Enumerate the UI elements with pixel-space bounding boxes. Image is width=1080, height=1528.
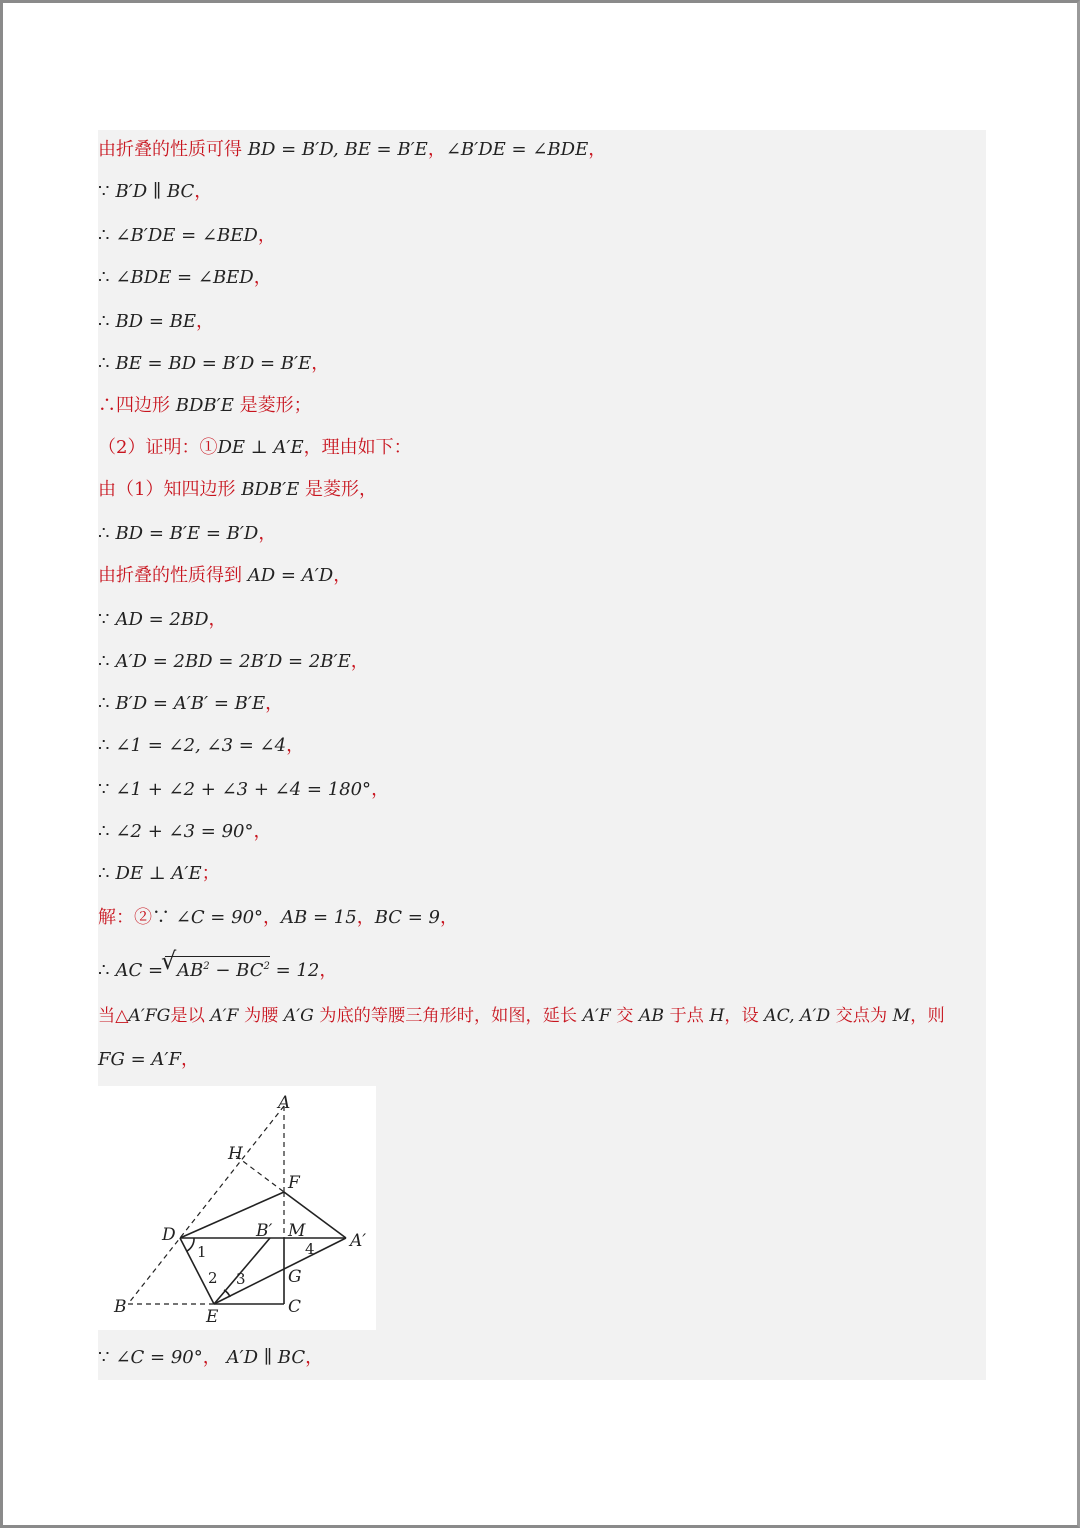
text-line: （2）证明：①DE ⊥ A′E，理由如下：: [98, 437, 412, 458]
label-angle-2: 2: [208, 1269, 218, 1287]
text-line: ∴ BD = B′E = B′D，: [98, 523, 277, 544]
geometry-diagram: [98, 1086, 376, 1330]
text-line: ∴ ∠1 = ∠2, ∠3 = ∠4，: [98, 735, 305, 756]
text-line: FG = A′F，: [98, 1049, 199, 1070]
line-AB: [128, 1106, 284, 1304]
label-G: G: [288, 1267, 302, 1287]
text-line: ∴ A′D = 2BD = 2B′D = 2B′E，: [98, 651, 369, 672]
label-A: A: [278, 1093, 291, 1113]
text-line: ∴ B′D = A′B′ = B′E，: [98, 693, 284, 714]
text-line: ∴ DE ⊥ A′E；: [98, 863, 220, 884]
text-line: ∴ AC =√ $AB^2 - BC^2 = 12$，: [98, 956, 337, 983]
text-line: 当△A′FG是以 A′F 为腰 A′G 为底的等腰三角形时，如图，延长 A′F 交 AB 于点 H，设 AC, A′D 交点为 M，则: [98, 1006, 945, 1026]
label-angle-3: 3: [236, 1270, 246, 1288]
label-D: D: [162, 1225, 176, 1245]
angle-3-arc: [224, 1290, 230, 1297]
text-line: ∴ ∠B′DE = ∠BED，: [98, 225, 276, 246]
text-line: 由折叠的性质可得 BD = B′D, BE = B′E，∠B′DE = ∠BDE，: [98, 139, 607, 160]
line-EAp: [214, 1238, 346, 1304]
label-F: F: [288, 1173, 300, 1193]
label-Bprime: B′: [256, 1221, 273, 1241]
text-line: ∴ ∠2 + ∠3 = 90°，: [98, 821, 272, 842]
text-line: ∴ BE = BD = B′D = B′E，: [98, 353, 330, 374]
text-line: ∵ B′D ∥ BC，: [98, 181, 213, 202]
text-line: 由折叠的性质得到 AD = A′D，: [98, 565, 352, 586]
text-line: ∴四边形 BDB′E 是菱形；: [98, 395, 312, 416]
text-line: 由（1）知四边形 BDB′E 是菱形，: [98, 479, 378, 500]
angle-1-arc: [187, 1238, 194, 1251]
label-C: C: [288, 1297, 302, 1317]
label-M: M: [288, 1221, 306, 1241]
text-line: ∴ BD = BE，: [98, 311, 215, 332]
text-line: ∴ ∠BDE = ∠BED，: [98, 267, 272, 288]
text-line: ∵ ∠1 + ∠2 + ∠3 + ∠4 = 180°，: [98, 779, 390, 800]
line-HF: [236, 1156, 284, 1192]
text-line: 解：②∵ ∠C = 90°，AB = 15，BC = 9，: [98, 907, 458, 928]
label-Aprime: A′: [350, 1231, 367, 1251]
label-angle-1: 1: [197, 1243, 207, 1261]
label-H: H: [228, 1144, 243, 1164]
text-line: ∵ AD = 2BD，: [98, 609, 227, 630]
label-angle-4: 4: [305, 1240, 315, 1258]
text-line: ∵ ∠C = 90°， A′D ∥ BC，: [98, 1347, 324, 1368]
geometry-figure: [98, 1086, 376, 1330]
label-B: B: [114, 1297, 127, 1317]
document-content: [98, 130, 986, 1380]
label-E: E: [206, 1307, 219, 1327]
